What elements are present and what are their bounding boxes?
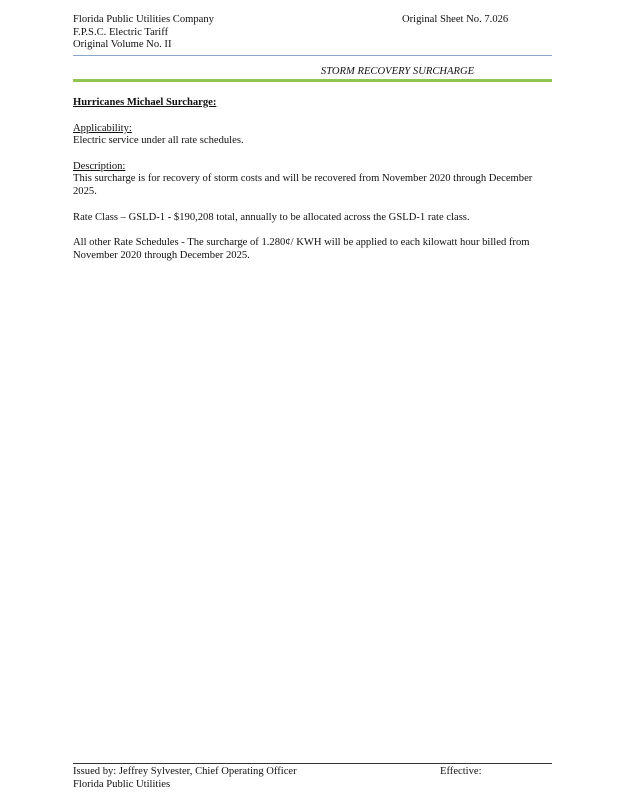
footer-organization: Florida Public Utilities <box>73 778 171 790</box>
applicability-text: Electric service under all rate schedules. <box>73 135 244 147</box>
header-divider <box>73 55 552 56</box>
applicability-label: Applicability: <box>73 122 132 134</box>
company-name: Florida Public Utilities Company <box>73 14 214 25</box>
description-label: Description: <box>73 160 126 172</box>
sheet-number: Original Sheet No. 7.026 <box>402 14 509 25</box>
description-text: This surcharge is for recovery of storm costs and will be recovered from November 2020 through December 2025. <box>73 173 533 197</box>
footer-left-block <box>73 766 297 791</box>
volume-label: Original Volume No. II <box>73 39 172 51</box>
tariff-body <box>73 97 555 262</box>
header-left-block <box>73 14 373 52</box>
effective-label: Effective: <box>440 766 482 777</box>
other-schedules-text: All other Rate Schedules - The surcharge of 1.280¢/ KWH will be applied to each kilowatt hour billed from November 2020 through December 2025. <box>73 237 530 261</box>
section-title-row <box>73 66 552 79</box>
section-accent-rule <box>73 79 552 82</box>
section-title: STORM RECOVERY SURCHARGE <box>320 66 475 77</box>
footer-divider <box>73 763 552 764</box>
issued-by: Issued by: Jeffrey Sylvester, Chief Operating Officer <box>73 766 297 777</box>
tariff-name: F.P.S.C. Electric Tariff <box>73 26 169 38</box>
rate-class-text: Rate Class – GSLD-1 - $190,208 total, annually to be allocated across the GSLD-1 rate class. <box>73 211 470 223</box>
surcharge-heading: Hurricanes Michael Surcharge: <box>73 97 217 108</box>
